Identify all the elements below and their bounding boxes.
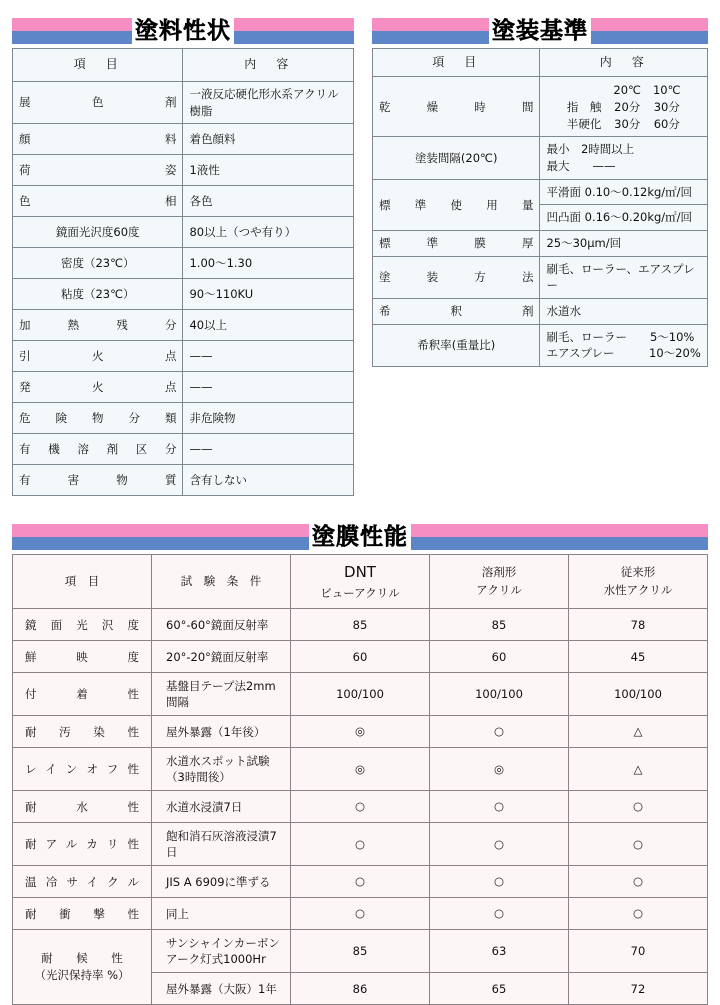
- drying-stage-name: 指触: [566, 99, 602, 114]
- row-condition: 屋外暴露（大阪）1年: [152, 973, 291, 1005]
- table-row: [13, 124, 354, 155]
- row-value: 40以上: [183, 310, 353, 341]
- recoat-interval-row: [372, 137, 707, 179]
- row-label: 鮮映度: [13, 641, 152, 673]
- table-row: [372, 299, 707, 325]
- row-label: 顔料: [13, 124, 183, 155]
- row-value-dnt: ◎: [291, 716, 430, 748]
- paint-properties-title-text: 塗料性状: [132, 16, 234, 46]
- row-value: 水道水: [540, 299, 708, 325]
- table-row: [13, 866, 708, 898]
- row-label: 危険物分類: [13, 403, 183, 434]
- row-condition: 飽和消石灰溶液浸漬7日: [152, 823, 291, 866]
- row-value-dnt: ◎: [291, 748, 430, 791]
- drying-temp-20: 20℃: [613, 82, 641, 97]
- row-value: 刷毛、ローラー、エアスプレー: [540, 256, 708, 298]
- usage-value-smooth: 平滑面 0.10〜0.12kg/㎡/回: [540, 179, 708, 205]
- row-value-solvent: ◎: [430, 748, 569, 791]
- weather-resistance-label-sub: （光沢保持率 %）: [34, 968, 130, 983]
- header-content: 内 容: [183, 49, 353, 82]
- row-value-conventional: ○: [569, 898, 708, 930]
- table-row: [13, 898, 708, 930]
- film-performance-title-text: 塗膜性能: [309, 522, 411, 552]
- row-label: 有害物質: [13, 465, 183, 496]
- table-row: [13, 372, 354, 403]
- drying-temp-10: 10℃: [652, 82, 681, 97]
- row-label: 引火点: [13, 341, 183, 372]
- dilution-ratio-value: [540, 324, 708, 366]
- row-value-dnt: 85: [291, 609, 430, 641]
- row-label: レインオフ性: [13, 748, 152, 791]
- table-row: [13, 82, 354, 124]
- paint-properties-title: [12, 14, 354, 48]
- row-value-conventional: △: [569, 748, 708, 791]
- table-row: [13, 248, 354, 279]
- drying-temp-header: [561, 81, 687, 98]
- header-content: 内 容: [540, 49, 708, 77]
- recoat-interval-value: [540, 137, 708, 179]
- row-label: 鏡面光沢度60度: [13, 217, 183, 248]
- coating-standard-banner: [372, 14, 708, 48]
- drying-time-grid: [561, 81, 687, 132]
- header-item: 項 目: [13, 555, 152, 609]
- row-value-conventional: △: [569, 716, 708, 748]
- dilution-ratio-label: 希釈率(重量比): [372, 324, 540, 366]
- row-condition: 基盤目テープ法2mm間隔: [152, 673, 291, 716]
- header-condition: 試 験 条 件: [152, 555, 291, 609]
- row-value-dnt: 100/100: [291, 673, 430, 716]
- film-performance-title: [12, 520, 708, 554]
- row-value: ——: [183, 434, 353, 465]
- header-col-conventional: [569, 555, 708, 609]
- row-label: 発火点: [13, 372, 183, 403]
- coating-standard-section: [372, 14, 708, 496]
- row-label: 展色剤: [13, 82, 183, 124]
- row-value-dnt: ○: [291, 791, 430, 823]
- drying-value-20: 20分: [614, 99, 641, 114]
- row-label: 鏡面光沢度: [13, 609, 152, 641]
- recoat-interval-max: 最大 ——: [546, 159, 616, 174]
- table-row: [13, 641, 708, 673]
- table-header-row: [372, 49, 707, 77]
- row-value: 非危険物: [183, 403, 353, 434]
- drying-value-20: 30分: [614, 116, 641, 131]
- weather-resistance-label: [13, 930, 152, 1005]
- top-section: [0, 0, 720, 496]
- header-col-solvent: [430, 555, 569, 609]
- row-value-conventional: ○: [569, 791, 708, 823]
- weather-resistance-label-main: 耐 候 性: [41, 951, 129, 966]
- header-conventional-name: 水性アクリル: [603, 582, 673, 597]
- paint-properties-section: [12, 14, 354, 496]
- dilution-air-spray: エアスプレー 10〜20%: [546, 346, 701, 361]
- coating-standard-title-text: 塗装基準: [489, 16, 591, 46]
- usage-row-smooth: [372, 179, 707, 205]
- row-condition: 水道水スポット試験（3時間後）: [152, 748, 291, 791]
- row-value-solvent: 85: [430, 609, 569, 641]
- table-row: [13, 609, 708, 641]
- paint-properties-table: [12, 48, 354, 496]
- row-label: 粘度（23℃）: [13, 279, 183, 310]
- table-row: [13, 341, 354, 372]
- row-label: 希釈剤: [372, 299, 540, 325]
- recoat-interval-min: 最小 2時間以上: [546, 142, 635, 157]
- row-value-dnt: 60: [291, 641, 430, 673]
- row-label: 有機溶剤区分: [13, 434, 183, 465]
- row-value-dnt: ○: [291, 823, 430, 866]
- table-row: [13, 186, 354, 217]
- table-row: [13, 279, 354, 310]
- row-condition: サンシャインカーボンアーク灯式1000Hr: [152, 930, 291, 973]
- row-value: 90〜110KU: [183, 279, 353, 310]
- table-row: [13, 465, 354, 496]
- header-conventional-type: 従来形: [620, 565, 656, 580]
- row-value-conventional: ○: [569, 823, 708, 866]
- drying-value-10: 30分: [653, 99, 680, 114]
- section-spacer: [0, 496, 720, 520]
- row-value-conventional: 100/100: [569, 673, 708, 716]
- row-value: ——: [183, 341, 353, 372]
- weather-resistance-row-1: [13, 930, 708, 973]
- table-row: [13, 823, 708, 866]
- row-value-dnt: ○: [291, 866, 430, 898]
- row-label: 付着性: [13, 673, 152, 716]
- row-label: 温冷サイクル: [13, 866, 152, 898]
- drying-time-row: [372, 77, 707, 137]
- row-condition: 同上: [152, 898, 291, 930]
- dilution-ratio-row: [372, 324, 707, 366]
- header-dnt-brand: DNT: [344, 563, 376, 582]
- row-label: 標準膜厚: [372, 231, 540, 257]
- row-value: 各色: [183, 186, 353, 217]
- row-value-conventional: 72: [569, 973, 708, 1005]
- row-label: 荷姿: [13, 155, 183, 186]
- row-value-solvent: 63: [430, 930, 569, 973]
- drying-row-touch: [561, 98, 687, 115]
- row-value-solvent: ○: [430, 823, 569, 866]
- row-label: 加熱残分: [13, 310, 183, 341]
- row-value-solvent: ○: [430, 716, 569, 748]
- table-row: [13, 673, 708, 716]
- row-value-conventional: 45: [569, 641, 708, 673]
- film-performance-banner: [12, 520, 708, 554]
- coating-standard-title: [372, 14, 708, 48]
- header-dnt-product: ビューアクリル: [320, 585, 400, 600]
- drying-time-label: 乾燥時間: [372, 77, 540, 137]
- table-row: [13, 716, 708, 748]
- table-header-row: [13, 49, 354, 82]
- usage-label: 標準使用量: [372, 179, 540, 230]
- recoat-interval-label: 塗装間隔(20℃): [372, 137, 540, 179]
- row-value-solvent: ○: [430, 866, 569, 898]
- row-value-dnt: ○: [291, 898, 430, 930]
- row-value-conventional: ○: [569, 866, 708, 898]
- row-value-dnt: 86: [291, 973, 430, 1005]
- paint-properties-banner: [12, 14, 354, 48]
- header-item: 項 目: [372, 49, 540, 77]
- drying-empty-cell: [561, 81, 608, 98]
- table-row: [13, 310, 354, 341]
- row-condition: 屋外暴露（1年後）: [152, 716, 291, 748]
- dilution-brush-roller: 刷毛、ローラー 5〜10%: [546, 329, 695, 344]
- row-value-solvent: 65: [430, 973, 569, 1005]
- row-label: 色相: [13, 186, 183, 217]
- drying-value-10: 60分: [653, 116, 680, 131]
- row-condition: 20°-20°鏡面反射率: [152, 641, 291, 673]
- row-label: 密度（23℃）: [13, 248, 183, 279]
- film-performance-section: [0, 520, 720, 1005]
- row-label: 耐水性: [13, 791, 152, 823]
- table-row: [13, 748, 708, 791]
- row-label: 耐汚染性: [13, 716, 152, 748]
- row-value-solvent: 60: [430, 641, 569, 673]
- header-solvent-name: アクリル: [476, 582, 522, 597]
- coating-standard-table: [372, 48, 708, 367]
- drying-row-semicure: [561, 115, 687, 132]
- row-value-dnt: 85: [291, 930, 430, 973]
- row-value-solvent: ○: [430, 791, 569, 823]
- row-value: ——: [183, 372, 353, 403]
- row-value: 1.00〜1.30: [183, 248, 353, 279]
- row-condition: 水道水浸漬7日: [152, 791, 291, 823]
- row-value: 含有しない: [183, 465, 353, 496]
- row-value-solvent: ○: [430, 898, 569, 930]
- table-row: [13, 217, 354, 248]
- film-performance-table: [12, 554, 708, 1005]
- row-condition: 60°-60°鏡面反射率: [152, 609, 291, 641]
- row-value: 80以上（つや有り）: [183, 217, 353, 248]
- header-item: 項 目: [13, 49, 183, 82]
- row-value: 一液反応硬化形水系アクリル樹脂: [183, 82, 353, 124]
- table-header-row: [13, 555, 708, 609]
- table-row: [13, 155, 354, 186]
- row-value: 25〜30μm/回: [540, 231, 708, 257]
- row-value-solvent: 100/100: [430, 673, 569, 716]
- row-label: 塗装方法: [372, 256, 540, 298]
- row-value-conventional: 78: [569, 609, 708, 641]
- row-label: 耐衝撃性: [13, 898, 152, 930]
- table-row: [13, 434, 354, 465]
- drying-stage-name: 半硬化: [566, 116, 602, 131]
- header-solvent-type: 溶剤形: [481, 565, 517, 580]
- row-value: 1液性: [183, 155, 353, 186]
- row-value: 着色顔料: [183, 124, 353, 155]
- usage-value-uneven: 凹凸面 0.16〜0.20kg/㎡/回: [540, 205, 708, 231]
- row-label: 耐アルカリ性: [13, 823, 152, 866]
- drying-time-value: [540, 77, 708, 137]
- table-row: [13, 403, 354, 434]
- table-row: [13, 791, 708, 823]
- table-row: [372, 256, 707, 298]
- row-value-conventional: 70: [569, 930, 708, 973]
- row-condition: JIS A 6909に準ずる: [152, 866, 291, 898]
- header-col-dnt: [291, 555, 430, 609]
- table-row: [372, 231, 707, 257]
